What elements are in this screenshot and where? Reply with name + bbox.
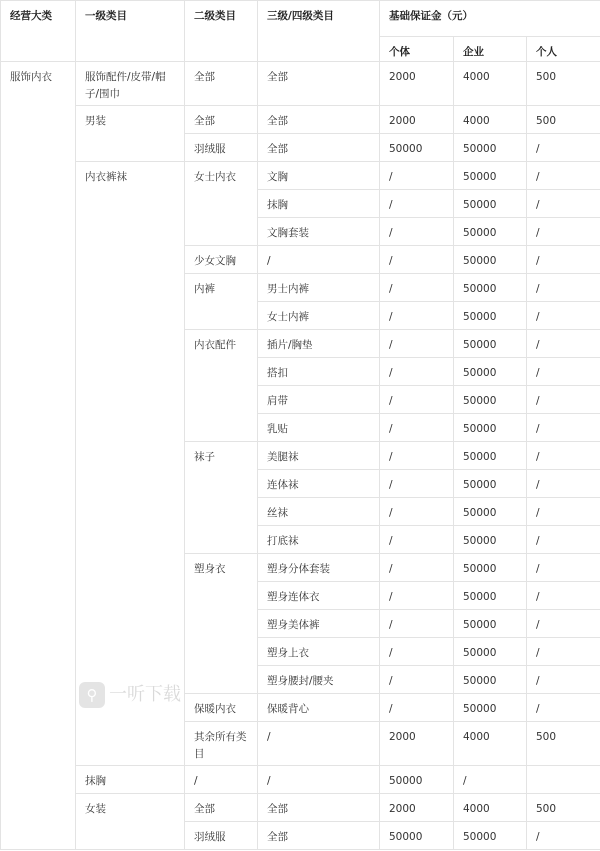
- deposit-person-cell: 500: [527, 722, 600, 766]
- deposit-enterprise-cell: 50000: [454, 358, 527, 386]
- deposit-person-cell: /: [527, 582, 600, 610]
- table-row: [1, 62, 600, 106]
- deposit-person-cell: /: [527, 610, 600, 638]
- deposit-enterprise-cell: 50000: [380, 766, 454, 794]
- deposit-enterprise-cell: 50000: [454, 330, 527, 358]
- level34-cell: 抹胸: [258, 190, 380, 218]
- deposit-person-cell: /: [527, 386, 600, 414]
- deposit-person-cell: /: [527, 414, 600, 442]
- level34-cell: 肩带: [258, 386, 380, 414]
- deposit-person-cell: 500: [527, 794, 600, 822]
- level34-cell: 塑身连体衣: [258, 582, 380, 610]
- level34-cell: 搭扣: [258, 358, 380, 386]
- deposit-individual-business-cell: /: [380, 246, 454, 274]
- level34-cell: 塑身美体裤: [258, 610, 380, 638]
- level2-cell: 内衣配件: [185, 330, 258, 442]
- deposit-person-cell: /: [527, 666, 600, 694]
- deposit-enterprise-cell: 50000: [454, 442, 527, 470]
- deposit-enterprise-cell: 50000: [454, 610, 527, 638]
- deposit-enterprise-cell: 50000: [454, 582, 527, 610]
- header-deposit: 基础保证金（元）: [380, 1, 600, 37]
- deposit-person-cell: /: [527, 638, 600, 666]
- deposit-individual-business-cell: /: [380, 414, 454, 442]
- level34-cell: 美腿袜: [258, 442, 380, 470]
- level2-cell: 其余所有类目: [185, 722, 258, 766]
- deposit-individual-business-cell: 2000: [380, 62, 454, 106]
- level34-cell: 文胸套装: [258, 218, 380, 246]
- deposit-enterprise-cell: 50000: [454, 162, 527, 190]
- deposit-individual-business-cell: 50000: [380, 134, 454, 162]
- deposit-person-cell: /: [454, 766, 527, 794]
- level34-cell: 全部: [258, 794, 380, 822]
- level2-cell: 少女文胸: [185, 246, 258, 274]
- deposit-person-cell: /: [527, 274, 600, 302]
- deposit-individual-business-cell: /: [380, 554, 454, 582]
- level1-cell: 男装: [76, 106, 185, 162]
- deposit-enterprise-cell: 50000: [454, 302, 527, 330]
- deposit-person-cell: /: [527, 190, 600, 218]
- deposit-person-cell: /: [527, 526, 600, 554]
- deposit-enterprise-cell: 4000: [454, 106, 527, 134]
- deposit-individual-business-cell: /: [380, 190, 454, 218]
- deposit-individual-business-cell: /: [380, 442, 454, 470]
- level34-cell: 全部: [258, 134, 380, 162]
- level34-cell: 塑身分体套装: [258, 554, 380, 582]
- deposit-individual-business-cell: /: [380, 470, 454, 498]
- deposit-individual-business-cell: /: [380, 358, 454, 386]
- deposit-enterprise-cell: 50000: [454, 218, 527, 246]
- deposit-enterprise-cell: 50000: [454, 822, 527, 850]
- deposit-person-cell: 500: [527, 62, 600, 106]
- deposit-individual-business-cell: /: [258, 766, 380, 794]
- deposit-person-cell: /: [527, 330, 600, 358]
- deposit-individual-business-cell: 2000: [380, 794, 454, 822]
- table-row: [1, 794, 600, 822]
- level2-cell: 塑身衣: [185, 554, 258, 694]
- deposit-enterprise-cell: 4000: [454, 62, 527, 106]
- table-row: [1, 106, 600, 134]
- deposit-person-cell: 500: [527, 106, 600, 134]
- deposit-individual-business-cell: /: [380, 638, 454, 666]
- level34-cell: 全部: [258, 106, 380, 134]
- deposit-individual-business-cell: /: [380, 526, 454, 554]
- level34-cell: 男士内裤: [258, 274, 380, 302]
- deposit-individual-business-cell: 2000: [380, 722, 454, 766]
- level34-cell: 全部: [258, 822, 380, 850]
- deposit-enterprise-cell: 50000: [454, 470, 527, 498]
- deposit-enterprise-cell: 50000: [454, 190, 527, 218]
- level34-cell: 女士内裤: [258, 302, 380, 330]
- deposit-individual-business-cell: /: [380, 386, 454, 414]
- header-business-category: 经营大类: [1, 1, 76, 62]
- header-enterprise: 企业: [454, 37, 527, 62]
- watermark-text: 一听下载: [109, 684, 181, 705]
- deposit-enterprise-cell: 50000: [454, 414, 527, 442]
- header-individual-business: 个体: [380, 37, 454, 62]
- level34-cell: 插片/胸垫: [258, 330, 380, 358]
- deposit-person-cell: /: [527, 162, 600, 190]
- level1-cell: 服饰配件/皮带/帽子/围巾: [76, 62, 185, 106]
- deposit-person-cell: /: [527, 470, 600, 498]
- deposit-person-cell: /: [527, 554, 600, 582]
- deposit-individual-business-cell: /: [380, 302, 454, 330]
- deposit-individual-business-cell: 50000: [380, 822, 454, 850]
- deposit-enterprise-cell: 4000: [454, 722, 527, 766]
- header-level34: 三级/四级类目: [258, 1, 380, 62]
- deposit-individual-business-cell: /: [380, 274, 454, 302]
- level34-cell: 文胸: [258, 162, 380, 190]
- deposit-person-cell: /: [527, 246, 600, 274]
- deposit-enterprise-cell: 50000: [454, 134, 527, 162]
- deposit-individual-business-cell: /: [380, 582, 454, 610]
- table-row: [1, 162, 600, 190]
- watermark: [79, 682, 181, 708]
- deposit-person-cell: /: [527, 442, 600, 470]
- header-level2: 二级类目: [185, 1, 258, 62]
- level34-cell: 乳贴: [258, 414, 380, 442]
- level2-cell: 保暖内衣: [185, 694, 258, 722]
- level34-cell: 连体袜: [258, 470, 380, 498]
- deposit-individual-business-cell: /: [380, 330, 454, 358]
- deposit-individual-business-cell: /: [380, 498, 454, 526]
- deposit-person-cell: /: [527, 302, 600, 330]
- level2-cell: 袜子: [185, 442, 258, 554]
- header-person: 个人: [527, 37, 600, 62]
- deposit-enterprise-cell: 50000: [454, 638, 527, 666]
- deposit-person-cell: /: [527, 358, 600, 386]
- deposit-person-cell: /: [527, 134, 600, 162]
- level34-cell: 塑身上衣: [258, 638, 380, 666]
- level2-cell: 全部: [185, 106, 258, 134]
- level2-cell: 全部: [185, 794, 258, 822]
- level2-cell: 抹胸: [76, 766, 185, 794]
- deposit-enterprise-cell: 50000: [454, 498, 527, 526]
- deposit-enterprise-cell: 50000: [454, 274, 527, 302]
- deposit-enterprise-cell: 50000: [454, 386, 527, 414]
- deposit-person-cell: /: [527, 822, 600, 850]
- deposit-enterprise-cell: 4000: [454, 794, 527, 822]
- level34-cell: /: [258, 246, 380, 274]
- level1-cell: 女装: [76, 794, 185, 850]
- level2-cell: 内裤: [185, 274, 258, 330]
- deposit-enterprise-cell: 50000: [454, 554, 527, 582]
- deposit-enterprise-cell: 50000: [454, 246, 527, 274]
- deposit-individual-business-cell: /: [380, 162, 454, 190]
- deposit-individual-business-cell: /: [380, 666, 454, 694]
- deposit-individual-business-cell: /: [380, 218, 454, 246]
- level1-cell: 内衣裤袜: [76, 162, 185, 766]
- level34-cell: 全部: [258, 62, 380, 106]
- level2-cell: 羽绒服: [185, 134, 258, 162]
- header-level1: 一级类目: [76, 1, 185, 62]
- deposit-individual-business-cell: 2000: [380, 106, 454, 134]
- table-row: [1, 766, 600, 794]
- level34-cell: 保暖背心: [258, 694, 380, 722]
- deposit-person-cell: /: [527, 218, 600, 246]
- level34-cell: /: [258, 722, 380, 766]
- deposit-individual-business-cell: /: [380, 694, 454, 722]
- deposit-person-cell: /: [527, 498, 600, 526]
- level2-cell: 女士内衣: [185, 162, 258, 246]
- deposit-enterprise-cell: 50000: [454, 694, 527, 722]
- level2-cell: 全部: [185, 62, 258, 106]
- level34-cell: 丝袜: [258, 498, 380, 526]
- deposit-person-cell: /: [527, 694, 600, 722]
- deposit-individual-business-cell: /: [380, 610, 454, 638]
- watermark-logo-icon: ⚲: [79, 682, 105, 708]
- business-category-cell: 服饰内衣: [1, 62, 76, 850]
- deposit-enterprise-cell: 50000: [454, 526, 527, 554]
- level34-cell: /: [185, 766, 258, 794]
- level2-cell: 羽绒服: [185, 822, 258, 850]
- level34-cell: 打底袜: [258, 526, 380, 554]
- level34-cell: 塑身腰封/腰夹: [258, 666, 380, 694]
- deposit-enterprise-cell: 50000: [454, 666, 527, 694]
